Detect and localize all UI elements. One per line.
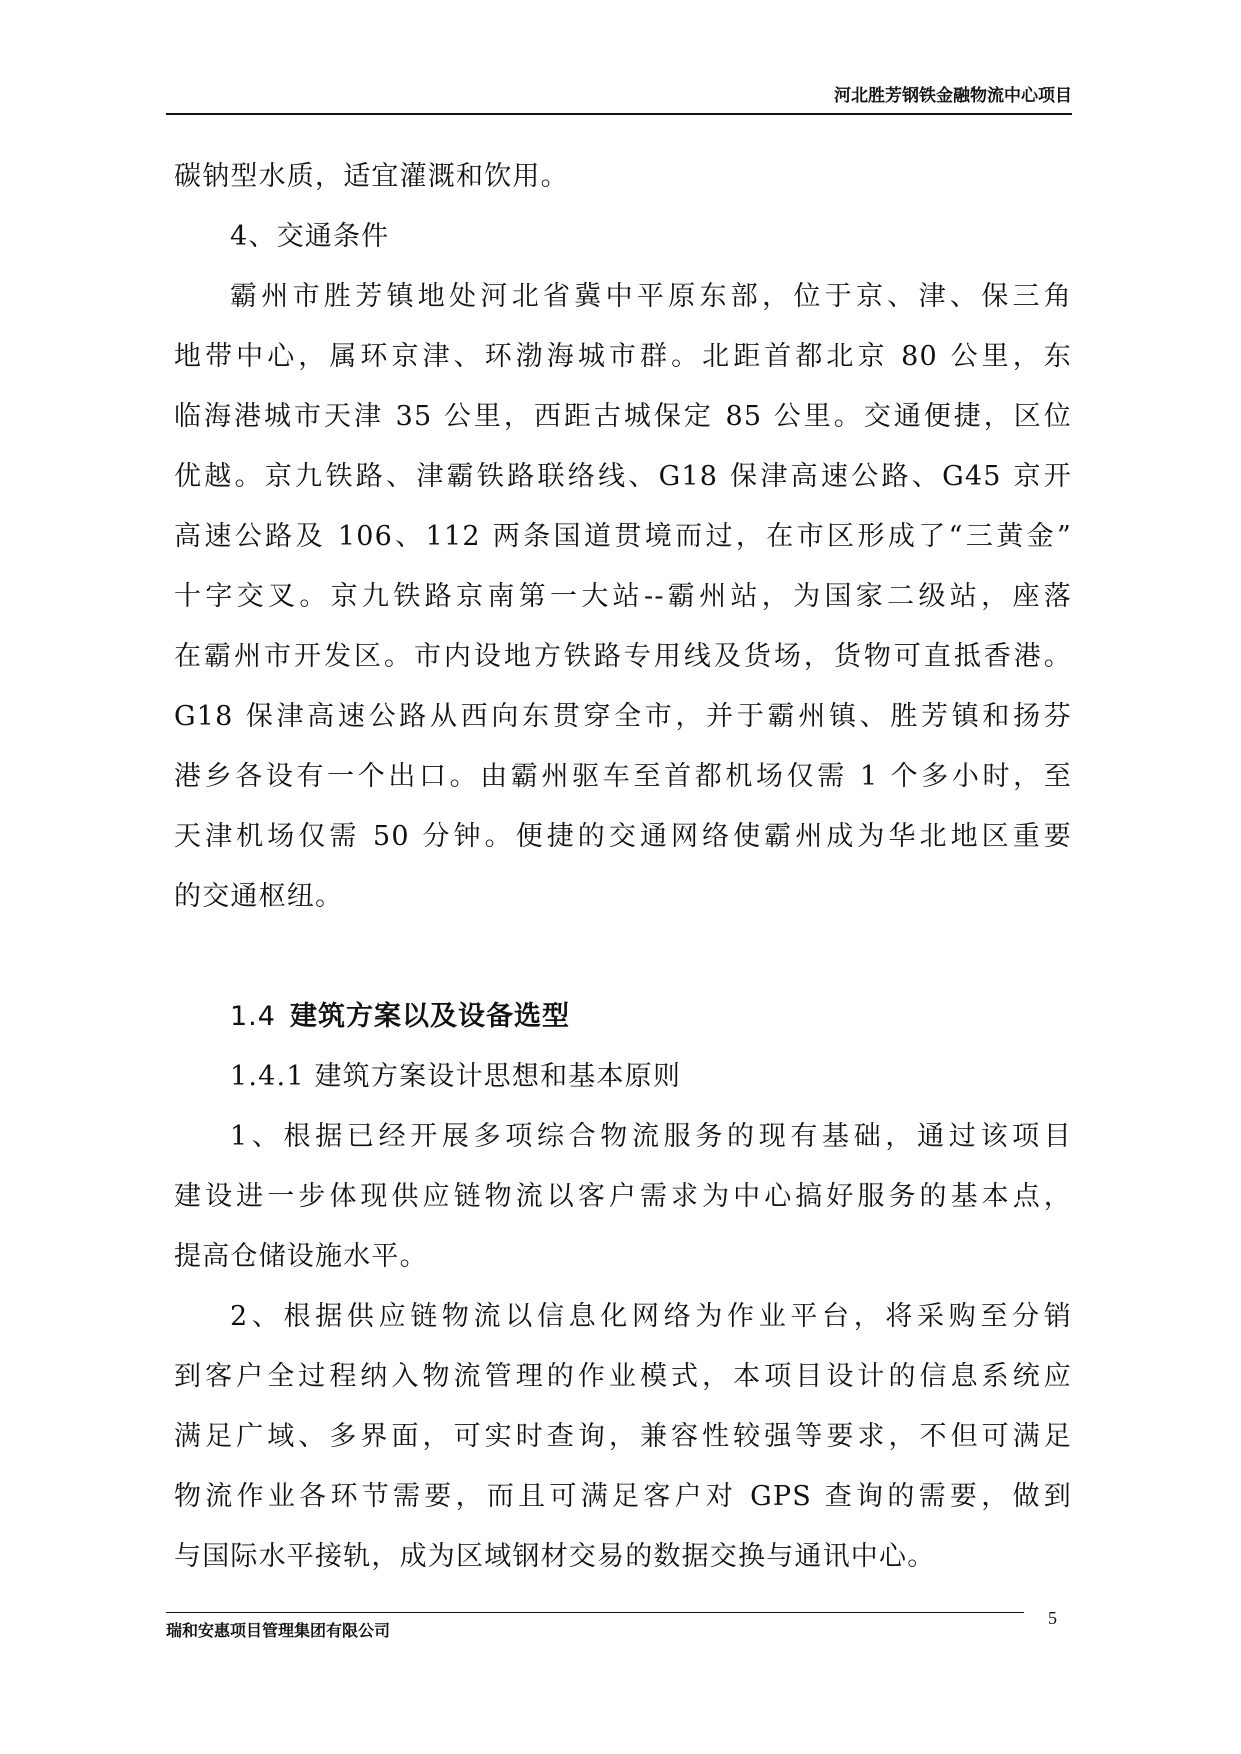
footer-rule [166,1612,1024,1613]
text-line: 提高仓储设施水平。 [174,1241,428,1272]
page-number: 5 [1048,1608,1057,1628]
running-header: 河北胜芳钢铁金融物流中心项目 [834,86,1072,106]
text-line: 与国际水平接轨，成为区域钢材交易的数据交换与通讯中心。 [174,1541,936,1572]
item-heading-traffic: 4、交通条件 [230,221,390,252]
text-line: 的交通枢纽。 [174,881,344,912]
document-body [174,158,1072,1598]
text-line: 满足广域、多界面，可实时查询，兼容性较强等要求，不但可满足 [174,1421,1072,1452]
text-line: G18 保津高速公路从西向东贯穿全市，并于霸州镇、胜芳镇和扬芬 [174,701,1072,732]
text-line: 港乡各设有一个出口。由霸州驱车至首都机场仅需 1 个多小时，至 [174,761,1072,792]
section-heading [174,998,1072,1058]
text-line: 1、根据已经开展多项综合物流服务的现有基础，通过该项目 [230,1121,1072,1152]
text-line: 建设进一步体现供应链物流以客户需求为中心搞好服务的基本点， [174,1181,1072,1212]
text-line: 天津机场仅需 50 分钟。便捷的交通网络使霸州成为华北地区重要 [174,821,1072,852]
text-line: 碳钠型水质，适宜灌溉和饮用。 [174,161,569,192]
text-line: 优越。京九铁路、津霸铁路联络线、G18 保津高速公路、G45 京开 [174,461,1072,492]
footer-company: 瑞和安惠项目管理集团有限公司 [166,1621,391,1640]
text-line: 高速公路及 106、112 两条国道贯境而过，在市区形成了“三黄金” [174,521,1072,552]
section-number: 1.4 [230,1001,276,1032]
subsection-heading: 1.4.1 建筑方案设计思想和基本原则 [230,1061,682,1092]
text-line: 霸州市胜芳镇地处河北省冀中平原东部，位于京、津、保三角 [230,281,1072,312]
text-line: 到客户全过程纳入物流管理的作业模式，本项目设计的信息系统应 [174,1361,1072,1392]
text-line: 地带中心，属环京津、环渤海城市群。北距首都北京 80 公里，东 [174,341,1072,372]
paragraph-gap [174,938,1072,998]
text-line: 2、根据供应链物流以信息化网络为作业平台，将采购至分销 [230,1301,1072,1332]
text-line: 在霸州市开发区。市内设地方铁路专用线及货场，货物可直抵香港。 [174,641,1072,672]
section-title: 建筑方案以及设备选型 [289,1001,570,1032]
text-line: 物流作业各环节需要，而且可满足客户对 GPS 查询的需要，做到 [174,1481,1072,1512]
text-line: 临海港城市天津 35 公里，西距古城保定 85 公里。交通便捷，区位 [174,401,1072,432]
text-line: 十字交叉。京九铁路京南第一大站--霸州站，为国家二级站，座落 [174,581,1072,612]
header-rule [166,113,1072,115]
